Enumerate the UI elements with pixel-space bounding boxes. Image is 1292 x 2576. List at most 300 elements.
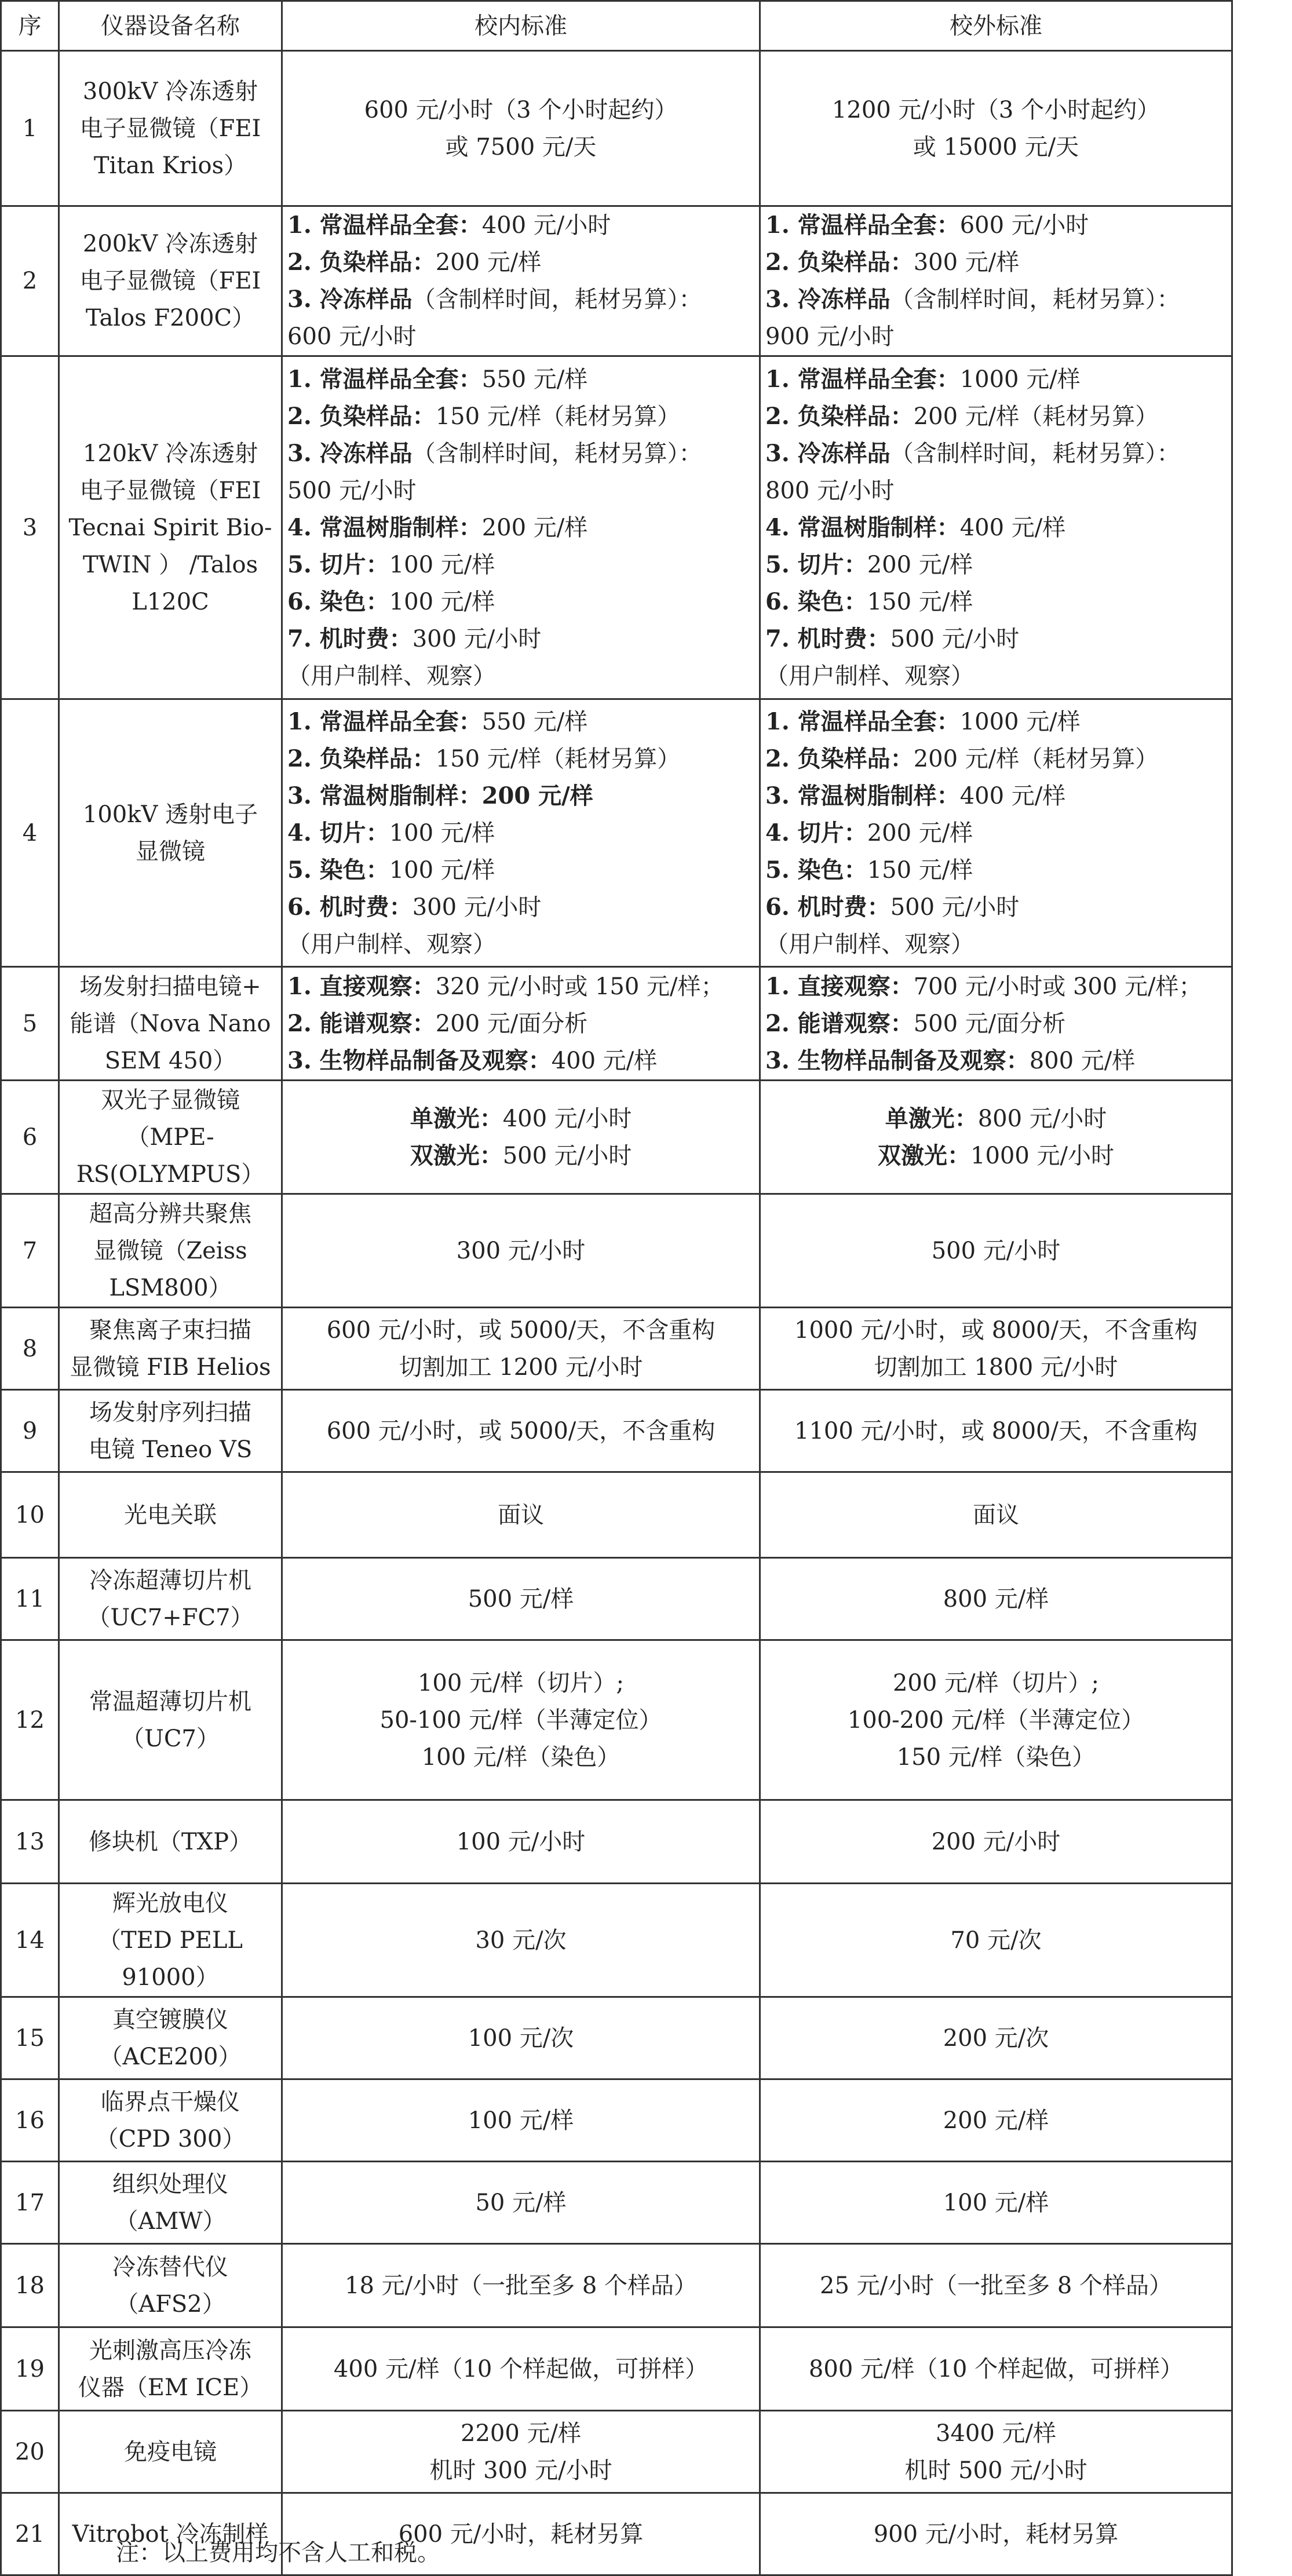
fee-line: 100 元/小时 — [456, 1828, 586, 1855]
fee-line — [765, 621, 1227, 658]
fee-item-label: 6. 染色： — [287, 588, 389, 615]
device-name-line: 常温超薄切片机 — [89, 1688, 251, 1715]
fee-item-label: 2. 负染样品： — [287, 745, 436, 772]
external-fee — [760, 206, 1232, 356]
fee-item-value: 1000 元/样 — [959, 708, 1081, 735]
header-device-name: 仪器设备名称 — [59, 1, 282, 51]
device-name-line: 仪器（EM ICE） — [78, 2374, 263, 2401]
fee-line — [765, 740, 1227, 778]
fee-line: 200 元/样（切片）; — [892, 1669, 1099, 1696]
fee-line: 机时 300 元/小时 — [429, 2457, 612, 2484]
internal-fee — [282, 356, 760, 699]
fee-line: 100-200 元/样（半薄定位） — [847, 1706, 1145, 1734]
fee-item-value: （含制样时间，耗材另算）： — [890, 440, 1180, 467]
device-name — [59, 967, 282, 1081]
fee-line: 100 元/样（染色） — [421, 1743, 621, 1771]
header-row — [1, 1, 1232, 51]
fee-line — [287, 281, 754, 318]
row-seq: 20 — [1, 2411, 59, 2493]
row-seq: 13 — [1, 1800, 59, 1884]
device-name-line: （CPD 300） — [95, 2125, 246, 2152]
fee-item-value: 100 元/样 — [389, 551, 495, 578]
fee-item-label: 1. 常温样品全套： — [287, 707, 482, 735]
fee-item-value: 150 元/样 — [867, 588, 973, 615]
table-row — [1, 1081, 1232, 1194]
fee-line — [765, 398, 1227, 435]
fee-line: 200 元/小时 — [931, 1828, 1061, 1855]
external-fee — [760, 1390, 1232, 1472]
row-seq: 9 — [1, 1390, 59, 1472]
internal-fee — [282, 1308, 760, 1390]
table-row — [1, 1884, 1232, 1997]
row-seq: 21 — [1, 2493, 59, 2575]
fee-line — [287, 968, 754, 1005]
fee-line — [287, 546, 754, 583]
fee-line: 30 元/次 — [475, 1926, 567, 1954]
fee-item-value: 500 元/小时 — [890, 893, 1020, 921]
fee-line — [765, 778, 1227, 815]
fee-item-value: 150 元/样 — [867, 856, 973, 884]
device-name — [59, 1884, 282, 1997]
device-name-line: Tecnai Spirit Bio- — [68, 514, 272, 541]
fee-item-value: 600 元/小时 — [287, 323, 417, 350]
device-name — [59, 1640, 282, 1800]
fee-line — [287, 1137, 754, 1174]
fee-line: 600 元/小时，或 5000/天，不含重构 — [326, 1316, 716, 1344]
fee-line — [765, 1005, 1227, 1042]
device-name — [59, 699, 282, 967]
device-name-line: Vitrobot 冷冻制样 — [72, 2520, 269, 2548]
row-seq: 2 — [1, 206, 59, 356]
row-seq: 17 — [1, 2162, 59, 2244]
table-row — [1, 1472, 1232, 1558]
internal-fee — [282, 699, 760, 967]
fee-line: 1100 元/小时，或 8000/天，不含重构 — [794, 1417, 1198, 1444]
external-fee — [760, 2244, 1232, 2327]
table-row — [1, 1800, 1232, 1884]
table-row — [1, 1558, 1232, 1640]
fee-item-value: 200 元/样 — [867, 551, 973, 578]
device-name-line: 光电关联 — [124, 1501, 217, 1528]
fee-item-label: 1. 常温样品全套： — [287, 365, 482, 393]
fee-line: 70 元/次 — [950, 1926, 1042, 1954]
fee-line — [287, 778, 754, 815]
table-row — [1, 1997, 1232, 2079]
fee-line — [287, 244, 754, 281]
footnote: 注：以上费用均不含人工和税。 — [116, 2539, 440, 2566]
row-seq: 11 — [1, 1558, 59, 1640]
table-row — [1, 2244, 1232, 2327]
fee-item-value: 200 元/样（耗材另算） — [913, 403, 1159, 430]
fee-line: 机时 500 元/小时 — [904, 2457, 1087, 2484]
fee-line — [765, 435, 1227, 472]
fee-item-label: 6. 染色： — [765, 588, 867, 615]
device-name-line: 免疫电镜 — [124, 2438, 217, 2465]
fee-item-value: 200 元/样 — [481, 514, 588, 541]
fee-item-value: 200 元/面分析 — [435, 1010, 588, 1037]
header-external-fee: 校外标准 — [760, 1, 1232, 51]
fee-item-value: （用户制样、观察） — [287, 931, 496, 958]
fee-line: 600 元/小时，或 5000/天，不含重构 — [326, 1417, 716, 1444]
fee-line: 150 元/样（染色） — [896, 1743, 1096, 1771]
row-seq: 7 — [1, 1194, 59, 1308]
fee-item-value: 100 元/样 — [389, 819, 495, 846]
fee-item-label: 单激光： — [885, 1104, 978, 1132]
device-name — [59, 1472, 282, 1558]
fee-line: 300 元/小时 — [456, 1237, 586, 1264]
internal-fee — [282, 1558, 760, 1640]
row-seq: 19 — [1, 2327, 59, 2411]
fee-line: 500 元/样 — [468, 1585, 574, 1612]
device-name — [59, 1308, 282, 1390]
fee-item-label: 3. 冷冻样品 — [287, 439, 413, 467]
internal-fee — [282, 206, 760, 356]
fee-item-label: 4. 常温树脂制样： — [765, 513, 960, 541]
external-fee — [760, 1308, 1232, 1390]
device-name — [59, 1558, 282, 1640]
device-name-line: （UC7+FC7） — [87, 1604, 254, 1631]
fee-item-label: 5. 染色： — [287, 856, 389, 884]
fee-line: 面议 — [498, 1501, 544, 1528]
fee-item-label: 3. 生物样品制备及观察： — [765, 1046, 1030, 1074]
device-name-line: 辉光放电仪 — [112, 1889, 228, 1917]
device-name — [59, 1997, 282, 2079]
row-seq: 16 — [1, 2079, 59, 2162]
fee-line — [287, 740, 754, 778]
fee-line — [765, 318, 1227, 355]
row-seq: 5 — [1, 967, 59, 1081]
fee-line: 25 元/小时（一批至多 8 个样品） — [820, 2272, 1172, 2299]
fee-item-value: 100 元/样 — [389, 856, 495, 884]
external-fee — [760, 2079, 1232, 2162]
device-name — [59, 1081, 282, 1194]
fee-item-value: 200 元/样（耗材另算） — [913, 745, 1159, 772]
device-name-line: 场发射序列扫描 — [89, 1399, 251, 1426]
fee-item-label: 3. 冷冻样品 — [765, 439, 890, 467]
fee-item-value: （用户制样、观察） — [765, 662, 974, 689]
external-fee — [760, 1081, 1232, 1194]
external-fee — [760, 1472, 1232, 1558]
fee-line — [287, 889, 754, 926]
fee-line — [287, 361, 754, 398]
fee-line — [765, 926, 1227, 963]
fee-item-label: 4. 常温树脂制样： — [287, 513, 482, 541]
device-name-line: 120kV 冷冻透射 — [82, 440, 258, 467]
row-seq: 12 — [1, 1640, 59, 1800]
fee-item-value: 500 元/小时 — [502, 1142, 632, 1169]
row-seq: 8 — [1, 1308, 59, 1390]
device-name — [59, 2411, 282, 2493]
device-name — [59, 1390, 282, 1472]
device-name-line: 300kV 冷冻透射 — [82, 78, 258, 105]
row-seq: 15 — [1, 1997, 59, 2079]
fee-line — [765, 703, 1227, 740]
fee-line — [765, 281, 1227, 318]
fee-item-label: 3. 生物样品制备及观察： — [287, 1046, 552, 1074]
fee-item-value: 400 元/样 — [959, 782, 1066, 809]
device-name-line: RS(OLYMPUS） — [76, 1161, 265, 1188]
fee-item-label: 1. 常温样品全套： — [765, 707, 960, 735]
fee-line: 面议 — [973, 1501, 1019, 1528]
device-name-line: 能谱（Nova Nano — [70, 1010, 271, 1037]
device-name-line: Titan Krios） — [93, 152, 247, 179]
fee-line — [287, 815, 754, 852]
fee-line — [287, 621, 754, 658]
fee-line: 800 元/样 — [943, 1585, 1049, 1612]
fee-line — [765, 1100, 1227, 1137]
device-name-line: 冷冻替代仪 — [112, 2253, 228, 2281]
fee-line — [287, 658, 754, 695]
fee-item-value: 320 元/小时或 150 元/样； — [435, 973, 724, 1000]
external-fee — [760, 699, 1232, 967]
external-fee — [760, 967, 1232, 1081]
table-row — [1, 1194, 1232, 1308]
external-fee — [760, 2493, 1232, 2575]
device-name — [59, 356, 282, 699]
fee-line — [765, 207, 1227, 244]
table-row — [1, 2327, 1232, 2411]
internal-fee — [282, 2327, 760, 2411]
external-fee — [760, 1640, 1232, 1800]
fee-item-label: 6. 机时费： — [287, 893, 413, 921]
fee-item-label: 双激光： — [410, 1141, 503, 1169]
fee-item-value: 800 元/小时 — [765, 477, 895, 504]
fee-item-label: 5. 切片： — [765, 550, 867, 578]
device-name — [59, 2327, 282, 2411]
fee-item-label: 4. 切片： — [765, 819, 867, 846]
fee-line — [765, 361, 1227, 398]
fee-line: 900 元/小时，耗材另算 — [873, 2520, 1119, 2548]
fee-line: 50-100 元/样（半薄定位） — [379, 1706, 662, 1734]
external-fee — [760, 356, 1232, 699]
row-seq: 4 — [1, 699, 59, 967]
fee-item-value: 500 元/小时 — [287, 477, 417, 504]
device-name — [59, 2244, 282, 2327]
device-name-line: 修块机（TXP） — [88, 1828, 253, 1855]
external-fee — [760, 2162, 1232, 2244]
internal-fee — [282, 51, 760, 206]
device-name-line: 电镜 Teneo VS — [88, 1436, 253, 1463]
fee-line — [287, 926, 754, 963]
internal-fee — [282, 1390, 760, 1472]
header-internal-fee: 校内标准 — [282, 1, 760, 51]
fee-line — [287, 703, 754, 740]
fee-item-value: 550 元/样 — [481, 366, 588, 393]
row-seq: 10 — [1, 1472, 59, 1558]
fee-line — [287, 1042, 754, 1079]
row-seq: 1 — [1, 51, 59, 206]
fee-line — [765, 968, 1227, 1005]
device-name-line: 100kV 透射电子 — [82, 801, 258, 828]
fee-item-value: （含制样时间，耗材另算）： — [890, 286, 1180, 313]
fee-item-value: （含制样时间，耗材另算）： — [412, 440, 702, 467]
fee-item-label: 2. 负染样品： — [765, 745, 914, 772]
fee-item-value: 800 元/小时 — [977, 1105, 1107, 1132]
device-name-line: 临界点干燥仪 — [101, 2088, 240, 2115]
fee-item-value: 300 元/小时 — [412, 625, 542, 652]
device-name-line: 91000） — [122, 1964, 219, 1991]
fee-item-value: 500 元/面分析 — [913, 1010, 1066, 1037]
device-name-line: 场发射扫描电镜+ — [79, 973, 261, 1000]
fee-item-value: 100 元/样 — [389, 588, 495, 615]
fee-line: 200 元/次 — [943, 2024, 1049, 2052]
external-fee — [760, 1558, 1232, 1640]
row-seq: 3 — [1, 356, 59, 699]
fee-line: 3400 元/样 — [936, 2420, 1056, 2447]
device-name-line: 电子显微镜（FEI — [79, 268, 261, 294]
fee-line: 切割加工 1800 元/小时 — [874, 1353, 1118, 1381]
fee-item-label: 3. 常温树脂制样：200 元/样 — [287, 782, 593, 809]
device-name — [59, 1800, 282, 1884]
fee-line — [287, 472, 754, 509]
device-name-line: 显微镜 — [136, 838, 205, 865]
device-name — [59, 206, 282, 356]
fee-item-label: 1. 常温样品全套： — [765, 365, 960, 393]
table-row — [1, 1308, 1232, 1390]
fee-line — [765, 546, 1227, 583]
device-name-line: 真空镀膜仪 — [112, 2006, 228, 2033]
fee-line — [287, 207, 754, 244]
device-name — [59, 2079, 282, 2162]
table-row — [1, 2162, 1232, 2244]
fee-line — [765, 1042, 1227, 1079]
fee-line — [765, 244, 1227, 281]
fee-item-value: 1000 元/样 — [959, 366, 1081, 393]
fee-line — [287, 1005, 754, 1042]
device-name-line: 冷冻超薄切片机 — [89, 1567, 251, 1594]
fee-item-value: 400 元/小时 — [481, 212, 611, 239]
fee-item-label: 1. 常温样品全套： — [287, 211, 482, 239]
device-name-line: （UC7） — [121, 1725, 220, 1752]
device-name-line: 显微镜（Zeiss — [93, 1237, 247, 1264]
fee-item-value: 800 元/样 — [1029, 1047, 1136, 1074]
internal-fee — [282, 967, 760, 1081]
header-seq: 序 — [1, 1, 59, 51]
fee-item-label: 2. 负染样品： — [287, 402, 436, 430]
device-name-line: （TED PELL — [98, 1926, 243, 1954]
fee-line — [287, 398, 754, 435]
fee-line: 100 元/样（切片）; — [417, 1669, 624, 1696]
fee-item-label: 6. 机时费： — [765, 893, 890, 921]
fee-item-value: 600 元/小时 — [959, 212, 1089, 239]
fee-line: 800 元/样（10 个样起做，可拼样） — [808, 2355, 1184, 2382]
fee-item-label: 4. 切片： — [287, 819, 389, 846]
fee-item-label: 5. 染色： — [765, 856, 867, 884]
fee-item-label: 3. 冷冻样品 — [765, 286, 890, 313]
table-row — [1, 1390, 1232, 1472]
fee-line: 2200 元/样 — [461, 2420, 581, 2447]
fee-item-value: 400 元/小时 — [502, 1105, 632, 1132]
fee-item-label: 3. 常温树脂制样： — [765, 782, 960, 809]
row-seq: 18 — [1, 2244, 59, 2327]
internal-fee — [282, 2162, 760, 2244]
fee-item-label: 7. 机时费： — [287, 625, 413, 652]
fee-line — [765, 889, 1227, 926]
device-name-line: 电子显微镜（FEI — [79, 115, 261, 142]
device-name-line: （AMW） — [115, 2208, 226, 2235]
device-name-line: 光刺激高压冷冻 — [89, 2337, 251, 2364]
table-row — [1, 1640, 1232, 1800]
fee-line: 50 元/样 — [475, 2189, 567, 2216]
fee-item-value: 500 元/小时 — [890, 625, 1020, 652]
internal-fee — [282, 1194, 760, 1308]
fee-line: 600 元/小时，耗材另算 — [398, 2520, 644, 2548]
table-row — [1, 699, 1232, 967]
fee-line: 100 元/样 — [468, 2107, 574, 2134]
external-fee — [760, 1884, 1232, 1997]
fee-item-label: 7. 机时费： — [765, 625, 890, 652]
fee-line: 500 元/小时 — [931, 1237, 1061, 1264]
fee-line: 或 15000 元/天 — [913, 133, 1079, 160]
table-row — [1, 51, 1232, 206]
fee-item-value: 300 元/小时 — [412, 893, 542, 921]
fee-item-value: 400 元/样 — [959, 514, 1066, 541]
fee-line: 100 元/次 — [468, 2024, 574, 2052]
fee-line: 400 元/样（10 个样起做，可拼样） — [333, 2355, 709, 2382]
internal-fee — [282, 1081, 760, 1194]
device-name-line: TWIN ） /Talos — [82, 551, 258, 578]
fee-item-value: （用户制样、观察） — [287, 662, 496, 689]
device-name-line: 显微镜 FIB Helios — [70, 1353, 271, 1381]
fee-item-value: 550 元/样 — [481, 708, 588, 735]
fee-item-label: 1. 直接观察： — [287, 972, 436, 1000]
device-name-line: （ACE200） — [99, 2043, 242, 2070]
device-name-line: L120C — [132, 588, 209, 615]
fee-line: 切割加工 1200 元/小时 — [399, 1353, 643, 1381]
table-row — [1, 356, 1232, 699]
fee-item-value: 150 元/样（耗材另算） — [435, 403, 681, 430]
fee-line: 1000 元/小时，或 8000/天，不含重构 — [794, 1316, 1198, 1344]
device-name-line: （MPE- — [126, 1123, 214, 1151]
fee-item-value: 150 元/样（耗材另算） — [435, 745, 681, 772]
table-row — [1, 206, 1232, 356]
device-name-line: 组织处理仪 — [112, 2170, 228, 2198]
fee-line — [765, 472, 1227, 509]
fee-line — [765, 583, 1227, 621]
external-fee — [760, 2411, 1232, 2493]
fee-line — [287, 318, 754, 355]
internal-fee — [282, 1884, 760, 1997]
fee-item-label: 2. 负染样品： — [765, 402, 914, 430]
fee-line: 或 7500 元/天 — [445, 133, 597, 160]
internal-fee — [282, 1640, 760, 1800]
device-name — [59, 2162, 282, 2244]
external-fee — [760, 51, 1232, 206]
internal-fee — [282, 1800, 760, 1884]
fee-item-label: 1. 直接观察： — [765, 972, 914, 1000]
internal-fee — [282, 1472, 760, 1558]
fee-item-value: 700 元/小时或 300 元/样； — [913, 973, 1202, 1000]
fee-item-label: 5. 切片： — [287, 550, 389, 578]
device-name-line: LSM800） — [109, 1274, 232, 1301]
table-row — [1, 967, 1232, 1081]
fee-item-value: （含制样时间，耗材另算）： — [412, 286, 702, 313]
row-seq: 6 — [1, 1081, 59, 1194]
device-name-line: 聚焦离子束扫描 — [89, 1316, 251, 1344]
internal-fee — [282, 2244, 760, 2327]
fee-item-value: 300 元/样 — [913, 249, 1020, 276]
fee-line — [765, 658, 1227, 695]
fee-item-value: 1000 元/小时 — [970, 1142, 1114, 1169]
fee-line — [287, 1100, 754, 1137]
external-fee — [760, 1194, 1232, 1308]
fee-line: 200 元/样 — [943, 2107, 1049, 2134]
internal-fee — [282, 2079, 760, 2162]
device-name-line: 电子显微镜（FEI — [79, 477, 261, 504]
fee-line — [287, 852, 754, 889]
table-row — [1, 2079, 1232, 2162]
fee-item-label: 双激光： — [878, 1141, 970, 1169]
